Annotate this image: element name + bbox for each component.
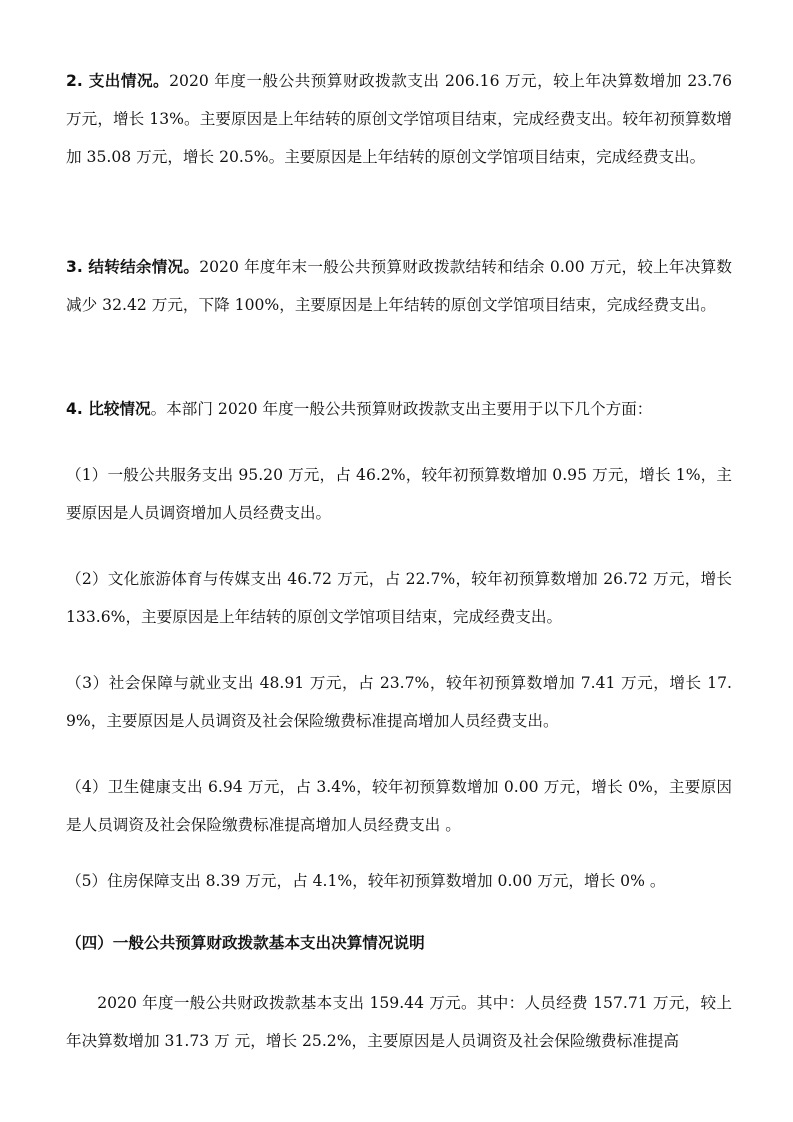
comparison-paragraph: [66, 390, 732, 428]
expenditure-paragraph: [66, 62, 732, 176]
list-item: （5）住房保障支出 8.39 万元，占 4.1%，较年初预算数增加 0.00 万元，增长 0% 。: [66, 872, 666, 890]
list-item: （4）卫生健康支出 6.94 万元，占 3.4%，较年初预算数增加 0.00 万元，增长 0%，主要原因是人员调资及社会保险缴费标准提高增加人员经费支出 。: [66, 778, 732, 834]
list-item: （1）一般公共服务支出 95.20 万元，占 46.2%，较年初预算数增加 0.95 万元，增长 1%，主要原因是人员调资增加人员经费支出。: [66, 466, 732, 522]
list-item: （2）文化旅游体育与传媒支出 46.72 万元，占 22.7%，较年初预算数增加 26.72 万元，增长 133.6%，主要原因是上年结转的原创文学馆项目结束，完成经费支出。: [66, 570, 732, 626]
comparison-lead: 4. 比较情况: [66, 400, 151, 418]
expenditure-lead: 2. 支出情况。: [66, 72, 170, 90]
basic-expenditure-paragraph: 2020 年度一般公共财政拨款基本支出 159.44 万元。其中：人员经费 157.71 万元，较上年决算数增加 31.73 万 元，增长 25.2%，主要原因是人员调资及社会保险缴费标准提高: [66, 994, 732, 1050]
comparison-text: 。本部门 2020 年度一般公共预算财政拨款支出主要用于以下几个方面：: [150, 400, 653, 418]
list-item: （3）社会保障与就业支出 48.91 万元，占 23.7%，较年初预算数增加 7.41 万元，增长 17.9%，主要原因是人员调资及社会保险缴费标准提高增加人员经费支出。: [66, 674, 732, 730]
carryover-paragraph: [66, 248, 732, 324]
carryover-lead: 3. 结转结余情况。: [66, 258, 200, 276]
expenditure-text: 2020 年度一般公共预算财政拨款支出 206.16 万元，较上年决算数增加 23.76 万元，增长 13%。主要原因是上年结转的原创文学馆项目结束，完成经费支出。较年初预算数增加 35.08 万元，增长 20.5%。主要原因是上年结转的原创文学馆项目结束，完成经费支出。: [66, 72, 733, 166]
carryover-text: 2020 年度年末一般公共预算财政拨款结转和结余 0.00 万元，较上年决算数减少 32.42 万元，下降 100%，主要原因是上年结转的原创文学馆项目结束，完成经费支出。: [66, 258, 732, 314]
section-heading: （四）一般公共预算财政拨款基本支出决算情况说明: [66, 934, 425, 952]
